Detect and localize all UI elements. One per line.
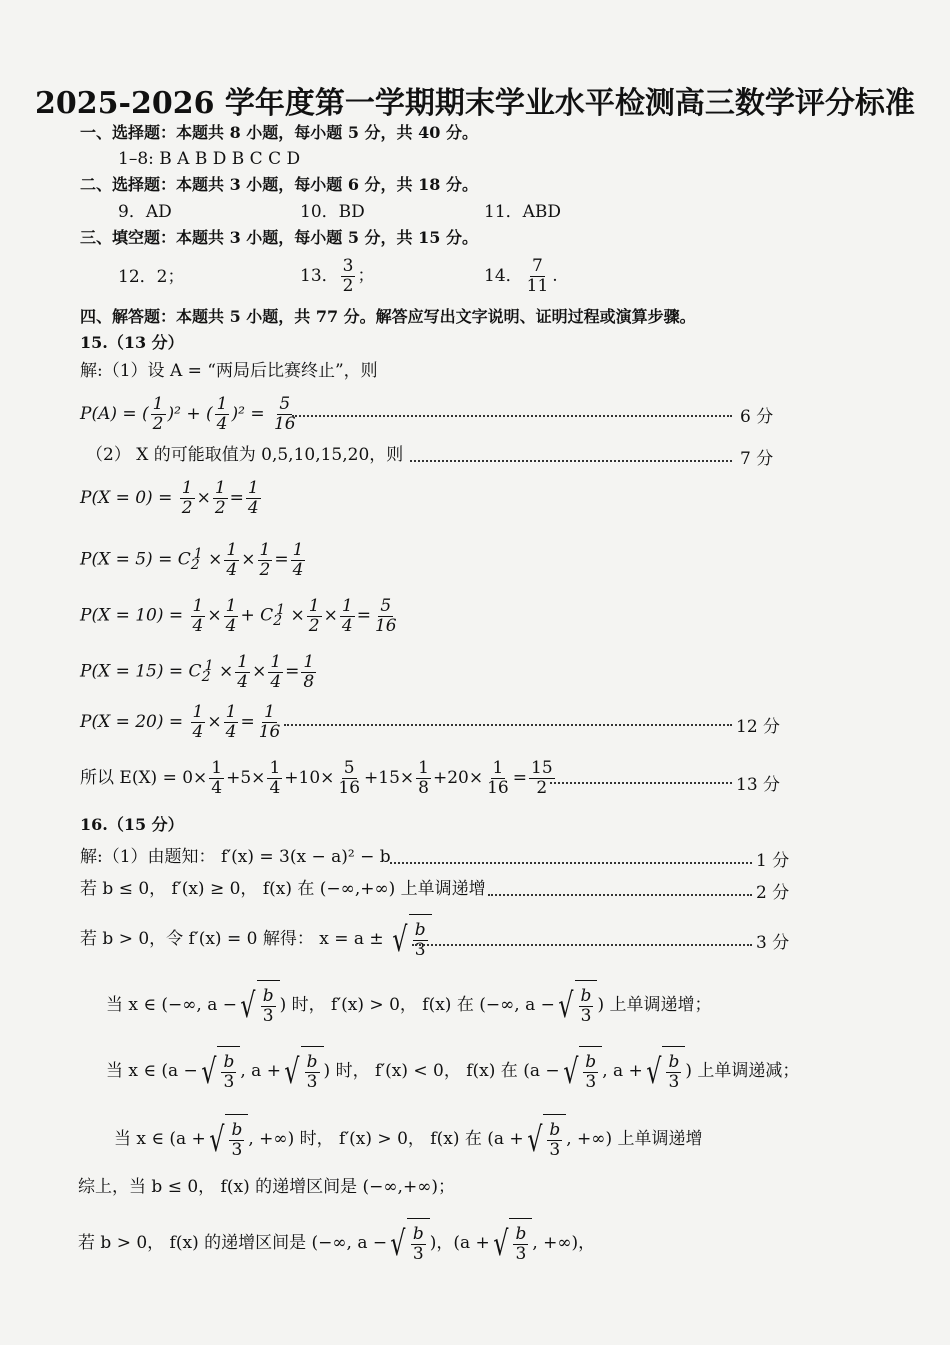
leader-dots [284, 724, 732, 726]
answer-9: 9．AD [118, 202, 172, 222]
q16-line3: 若 b > 0，令 f′(x) = 0 解得： x = a ± √ $\frac{b}{3}$ [80, 914, 432, 965]
score-12: 12 分 [736, 717, 781, 737]
leader-dots [488, 894, 752, 896]
leader-dots [292, 415, 732, 417]
q15-expectation: 所以 E(X) = 0× $\frac{1}{4}$ +5× $\frac{1}{4}$ +10× $\frac{5}{16}$ +15× $\frac{1}{8}$ +20× $\frac{1}{16}$ = $\frac{15}{2}$ [80, 758, 553, 798]
q15-p5: $P(X = 5) = C_2^1$ × $\frac{1}{4}$ × $\frac{1}{2}$ = $\frac{1}{4}$ [80, 539, 304, 580]
score-1: 1 分 [756, 851, 790, 871]
section-3-heading: 三、填空题：本题共 3 小题，每小题 5 分，共 15 分。 [80, 228, 478, 247]
q16-summary1: 综上，当 b ≤ 0， f(x) 的递增区间是 (−∞,+∞)； [78, 1177, 455, 1197]
q15-p0: P(X = 0) = $\frac{1}{2}$ × $\frac{1}{2}$ = $\frac{1}{4}$ [80, 478, 259, 518]
leader-dots [410, 460, 732, 462]
q15-line1: 解:（1）设 A = “两局后比赛终止”，则 [80, 361, 378, 381]
q15-p20: P(X = 20) = $\frac{1}{4}$ × $\frac{1}{4}$ = $\frac{1}{16}$ [80, 702, 281, 742]
score-13: 13 分 [736, 775, 781, 795]
q16-heading: 16.（15 分） [80, 815, 184, 834]
page-title: 2025-2026 学年度第一学期期末学业水平检测高三数学评分标准 [35, 86, 915, 121]
q15-p10: P(X = 10) = $\frac{1}{4}$ × $\frac{1}{4}$ + $C_2^1$ × $\frac{1}{2}$ × $\frac{1}{4}$ = $\frac{5}{16}$ [80, 595, 397, 636]
section-2-heading: 二、选择题：本题共 3 小题，每小题 6 分，共 18 分。 [80, 175, 478, 194]
section-4-heading: 四、解答题：本题共 5 小题，共 77 分。解答应写出文字说明、证明过程或演算步骤。 [80, 307, 696, 326]
answers-1-8: 1–8: B A B D B C C D [118, 149, 301, 169]
section-1-heading: 一、选择题：本题共 8 小题，每小题 5 分，共 40 分。 [80, 123, 478, 142]
answer-10: 10．BD [300, 202, 365, 222]
score-7: 7 分 [740, 449, 774, 469]
score-6: 6 分 [740, 407, 774, 427]
q15-heading: 15.（13 分） [80, 333, 184, 352]
q15-p15: $P(X = 15) = C_2^1$ × $\frac{1}{4}$ × $\frac{1}{4}$ = $\frac{1}{8}$ [80, 651, 315, 692]
answer-13: 13． $\frac{3}{2}$ ； [300, 256, 375, 296]
q15-line2: （2） X 的可能取值为 0,5,10,15,20，则 [86, 445, 404, 465]
score-2: 2 分 [756, 883, 790, 903]
leader-dots [412, 944, 752, 946]
q16-line1: 解:（1）由题知： f′(x) = 3(x − a)² − b [80, 847, 391, 867]
leader-dots [390, 862, 752, 864]
answer-14: 14． $\frac{7}{11}$ . [484, 256, 558, 296]
answer-12: 12．2； [118, 267, 185, 287]
q16-line2: 若 b ≤ 0， f′(x) ≥ 0， f(x) 在 (−∞,+∞) 上单调递增 [80, 879, 486, 899]
score-3: 3 分 [756, 933, 790, 953]
q16-case3: 当 x ∈ (a + √ $\frac{b}{3}$ , +∞) 时， f′(x) > 0， f(x) 在 (a + √ $\frac{b}{3}$ , +∞) 上单调递增 [114, 1114, 702, 1165]
answer-11: 11．ABD [484, 202, 562, 222]
leader-dots [550, 782, 732, 784]
q16-summary2: 若 b > 0， f(x) 的递增区间是 (−∞, a − √ $\frac{b}{3}$ )，(a + √ $\frac{b}{3}$ , +∞)， [78, 1218, 595, 1269]
q16-case2: 当 x ∈ (a − √ $\frac{b}{3}$ , a + √ $\frac{b}{3}$ ) 时， f′(x) < 0， f(x) 在 (a − √ $\frac{b}{3}$ , a + √ $\frac{b}{3}$ ) 上单调递减； [106, 1046, 799, 1097]
q16-case1: 当 x ∈ (−∞, a − √ $\frac{b}{3}$ ) 时， f′(x) > 0， f(x) 在 (−∞, a − √ $\frac{b}{3}$ ) 上单调递增； [106, 980, 711, 1031]
q15-pa: P(A) = ( $\frac{1}{2}$ )² + ( $\frac{1}{4}$ )² = $\frac{5}{16}$ [80, 394, 296, 434]
